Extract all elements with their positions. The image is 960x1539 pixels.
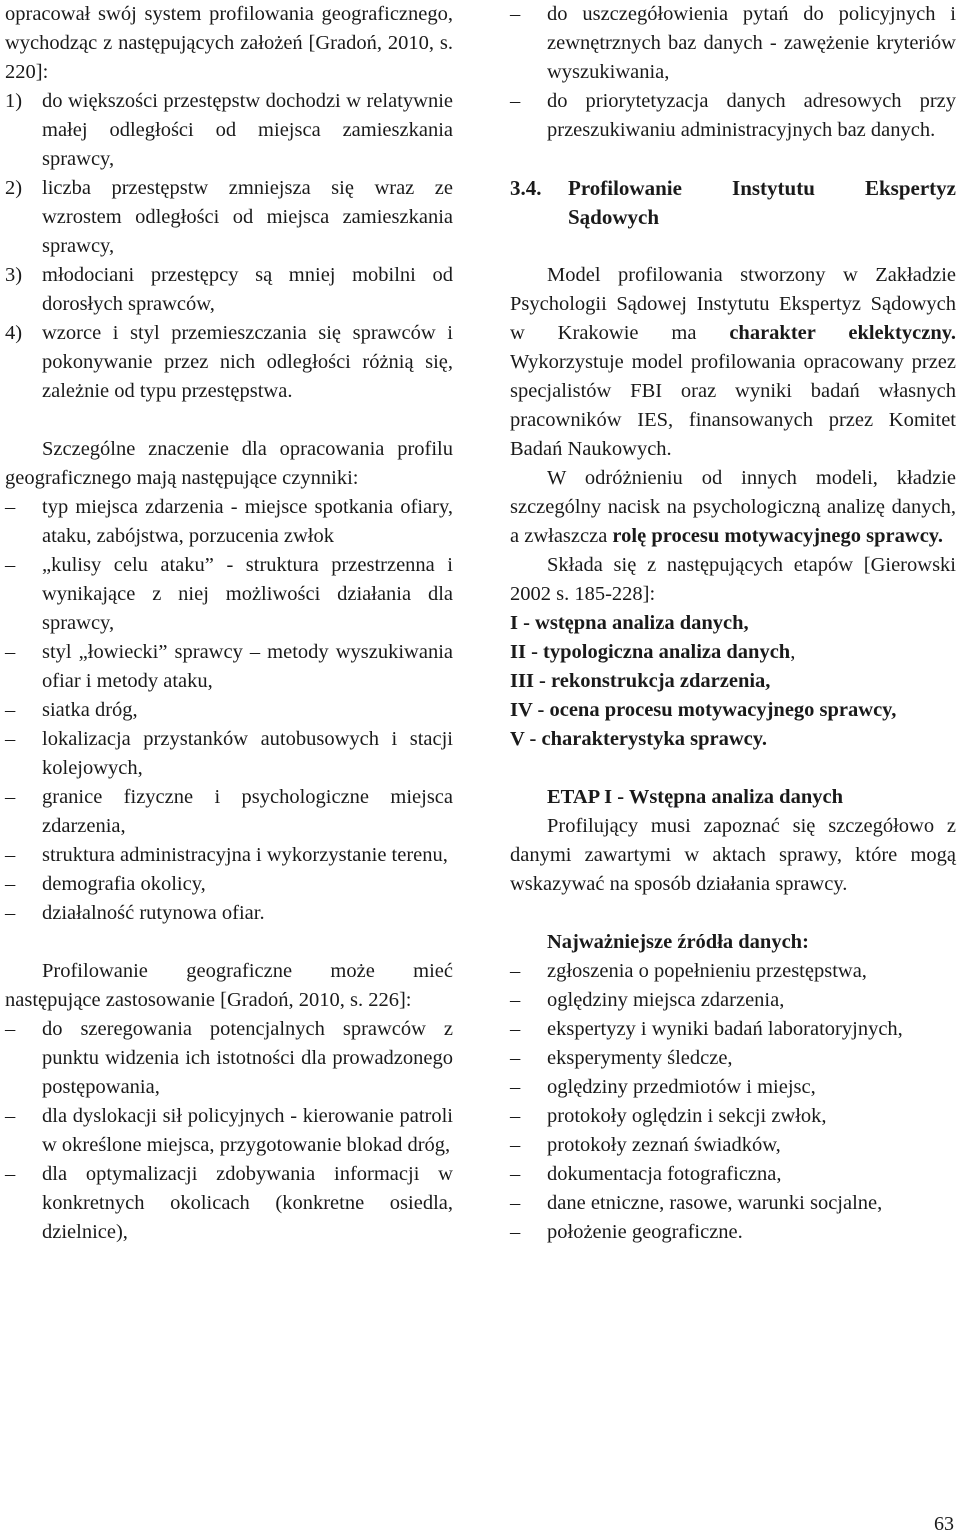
use-item: – dla dyslokacji sił policyjnych - kierowanie patroli w określone miejsca, przygotowanie blokad dróg, xyxy=(5,1105,453,1156)
assumption-item: 3) młodociani przestępcy są mniej mobilni od dorosłych sprawców, xyxy=(5,264,453,315)
section-number: 3.4. xyxy=(510,176,542,200)
factor-item: – granice fizyczne i psychologiczne miejsca zdarzenia, xyxy=(5,786,453,837)
section-heading xyxy=(510,174,956,232)
source-item: – protokoły oględzin i sekcji zwłok, xyxy=(510,1105,827,1127)
assumption-item: 2) liczba przestępstw zmniejsza się wraz ze wzrostem odległości od miejsca zamieszkania sprawcy, xyxy=(5,177,453,257)
assumption-item: 4) wzorce i styl przemieszczania się sprawców i pokonywanie przez nich odległości różnią się, zależnie od typu przestępstwa. xyxy=(5,322,453,402)
stage-item: IV - ocena procesu motywacyjnego sprawcy, xyxy=(510,699,897,721)
source-item: – eksperymenty śledcze, xyxy=(510,1047,733,1069)
right-column xyxy=(510,0,956,1247)
source-item: – ekspertyzy i wyniki badań laboratoryjnych, xyxy=(510,1018,903,1040)
section-title: Profilowanie Instytutu Ekspertyz xyxy=(568,176,956,200)
stage-item: V - charakterystyka sprawcy. xyxy=(510,728,767,750)
paragraph: Model profilowania stworzony w Zakładzie Psychologii Sądowej Instytutu Ekspertyz Sądowych w Krakowie ma charakter eklektyczny. Wykorzystuje model profilowania opracowany przez specjalistów FBI oraz wyniki badań własnych pracowników IES, finansowanych przez Komitet Badań Naukowych. xyxy=(510,264,956,460)
source-item: – zgłoszenia o popełnieniu przestępstwa, xyxy=(510,960,867,982)
paragraph: Składa się z następujących etapów [Gierowski 2002 s. 185-228]: xyxy=(510,554,956,605)
assumption-item: 1) do większości przestępstw dochodzi w relatywnie małej odległości od miejsca zamieszkania sprawcy, xyxy=(5,90,453,170)
factor-item: – lokalizacja przystanków autobusowych i stacji kolejowych, xyxy=(5,728,453,779)
factor-item: – demografia okolicy, xyxy=(5,873,206,895)
stage-item: III - rekonstrukcja zdarzenia, xyxy=(510,670,771,692)
paragraph: W odróżnieniu od innych modeli, kładzie szczególny nacisk na psychologiczną analizę danych, a zwłaszcza rolę procesu motywacyjnego sprawcy. xyxy=(510,467,956,547)
factor-item: – styl „łowiecki” sprawcy – metody wyszukiwania ofiar i metody ataku, xyxy=(5,641,453,692)
section-title: Sądowych xyxy=(568,205,660,229)
sources-heading: Najważniejsze źródła danych: xyxy=(547,931,809,953)
factors-intro: Szczególne znaczenie dla opracowania profilu geograficznego mają następujące czynniki: xyxy=(5,438,453,489)
left-column xyxy=(5,0,453,1247)
page-number: 63 xyxy=(934,1513,954,1535)
source-item: – dane etniczne, rasowe, warunki socjalne, xyxy=(510,1192,883,1214)
stage-item: II - typologiczna analiza danych, xyxy=(510,641,796,663)
factor-item: – „kulisy celu ataku” - struktura przestrzenna i wynikające z niej możliwości działania dla sprawcy, xyxy=(5,554,453,634)
factor-item: – typ miejsca zdarzenia - miejsce spotkania ofiary, ataku, zabójstwa, porzucenia zwłok xyxy=(5,496,453,547)
use-item: – do priorytetyzacja danych adresowych przy przeszukiwaniu administracyjnych baz danych. xyxy=(510,90,956,141)
source-item: – dokumentacja fotograficzna, xyxy=(510,1163,782,1185)
source-item: – protokoły zeznań świadków, xyxy=(510,1134,781,1156)
use-item: – do uszczegółowienia pytań do policyjnych i zewnętrznych baz danych - zawężenie kryteriów wyszukiwania, xyxy=(510,3,956,83)
use-item: – dla optymalizacji zdobywania informacji w konkretnych okolicach (konkretne osiedla, dzielnice), xyxy=(5,1163,453,1243)
factor-item: – siatka dróg, xyxy=(5,699,138,721)
paragraph: Profilujący musi zapoznać się szczegółowo z danymi zawartymi w aktach sprawy, które mogą wskazywać na sposób działania sprawcy. xyxy=(510,815,956,895)
use-item: – do szeregowania potencjalnych sprawców z punktu widzenia ich istotności dla prowadzonego postępowania, xyxy=(5,1018,453,1098)
factor-item: – struktura administracyjna i wykorzystanie terenu, xyxy=(5,844,448,866)
source-item: – oględziny miejsca zdarzenia, xyxy=(510,989,785,1011)
intro-paragraph: opracował swój system profilowania geograficznego, wychodząc z następujących założeń [Gradoń, 2010, s. 220]: xyxy=(5,3,453,83)
source-item: – położenie geograficzne. xyxy=(510,1221,743,1243)
etap-heading: ETAP I - Wstępna analiza danych xyxy=(547,786,843,808)
factor-item: – działalność rutynowa ofiar. xyxy=(5,902,265,924)
stage-item: I - wstępna analiza danych, xyxy=(510,612,749,634)
source-item: – oględziny przedmiotów i miejsc, xyxy=(510,1076,816,1098)
uses-intro: Profilowanie geograficzne może mieć następujące zastosowanie [Gradoń, 2010, s. 226]: xyxy=(5,960,453,1011)
